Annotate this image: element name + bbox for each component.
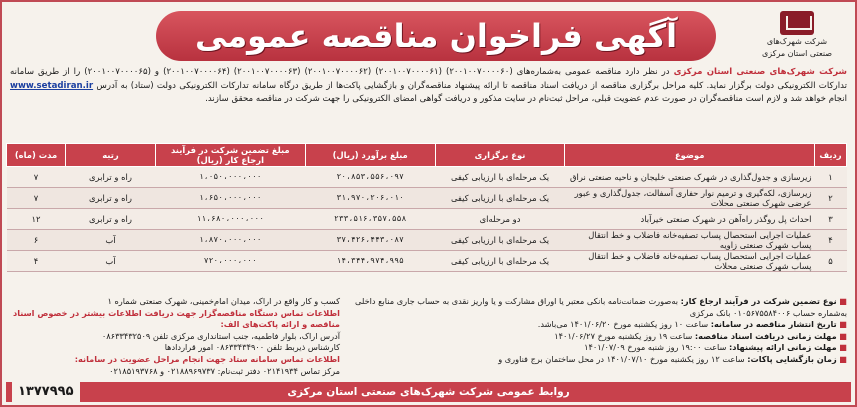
- col-grade: رتبه: [66, 144, 156, 167]
- detail-text: به‌صورت ضمانت‌نامه بانکی معتبر یا اوراق مشارکت و یا واریز نقدی به حساب جاری منابع داخلی به‌شماره حساب ۰۱۰۵۶۷۵۵۸۴۰۰۶ بانک مرکزی: [355, 296, 847, 318]
- footer-bar: [6, 382, 851, 402]
- factory-icon: [780, 11, 814, 35]
- tenders-table: [6, 143, 847, 272]
- detail-label: مهلت زمانی ارائه پیشنهاد:: [728, 342, 837, 353]
- logo-line1: شرکت شهرک‌های: [766, 37, 828, 46]
- row-duration: ۴: [7, 251, 66, 272]
- row-num: ۲: [815, 188, 847, 209]
- table-row: [7, 188, 847, 209]
- header: [6, 5, 851, 63]
- row-duration: ۶: [7, 230, 66, 251]
- detail-label: زمان بازگشایی پاکات:: [747, 353, 837, 364]
- row-type: دو مرحله‌ای: [435, 209, 565, 230]
- ad-code: ۱۳۷۷۹۹۵: [12, 382, 80, 402]
- row-num: ۱: [815, 167, 847, 188]
- detail-label: مهلت زمانی دریافت اسناد مناقصه:: [694, 330, 837, 341]
- row-estimate: ۳۱،۹۷۰،۲۰۶،۰۱۰: [305, 188, 435, 209]
- detail-text: ساعت ۱۲ روز یکشنبه مورخ ۱۴۰۱/۰۷/۱۰ در محل ساختمان برج فناوری و: [498, 353, 748, 364]
- detail-docs-deadline: ■ مهلت زمانی دریافت اسناد مناقصه: ساعت ۱۹ روز یکشنبه مورخ ۱۴۰۱/۰۶/۲۷: [554, 330, 847, 341]
- row-num: ۳: [815, 209, 847, 230]
- contact-info: [10, 296, 340, 377]
- ad-title: آگهی فراخوان مناقصه عمومی: [156, 11, 716, 61]
- row-estimate: ۳۷،۴۲۶،۴۴۳،۰۸۷: [305, 230, 435, 251]
- detail-text: ساعت ۱۹:۰۰ روز شنبه مورخ ۱۴۰۱/۰۷/۰۹: [584, 342, 729, 353]
- detail-publish-date: ■ تاریخ انتشار مناقصه در سامانه: ساعت ۱۰ روز یکشنبه مورخ ۱۴۰۱/۰۶/۲۰ می‌باشد.: [537, 319, 847, 330]
- setad-link[interactable]: www.setadiran.ir: [10, 80, 94, 91]
- row-guarantee: ۱،۶۵۰،۰۰۰،۰۰۰: [155, 188, 305, 209]
- table-row: [7, 209, 847, 230]
- row-estimate: ۲۰،۸۵۳،۵۵۶،۰۹۷: [305, 167, 435, 188]
- row-subject: احداث پل روگذر راه‌آهن در شهرک صنعتی خیرآباد: [565, 209, 815, 230]
- row-subject: عملیات اجرایی استحصال پساب تصفیه‌خانه فاضلاب و خط انتقال پساب شهرک صنعتی محلات: [565, 251, 815, 272]
- row-grade: راه و ترابری: [66, 188, 156, 209]
- row-grade: راه و ترابری: [66, 167, 156, 188]
- detail-opening: ■ زمان بازگشایی پاکات: ساعت ۱۲ روز یکشنبه مورخ ۱۴۰۱/۰۷/۱۰ در محل ساختمان برج فناوری و: [498, 353, 847, 364]
- row-guarantee: ۱۱،۶۸۰،۰۰۰،۰۰۰: [155, 209, 305, 230]
- row-type: یک مرحله‌ای با ارزیابی کیفی: [435, 251, 565, 272]
- table-header-row: [7, 144, 847, 167]
- row-estimate: ۱۴،۳۴۴،۹۷۴،۹۹۵: [305, 251, 435, 272]
- detail-guarantee: ■ نوع تضمین شرکت در فرآیند ارجاع کار: به‌صورت ضمانت‌نامه بانکی معتبر یا اوراق مشارکت و یا واریز نقدی به حساب جاری منابع داخلی به‌شماره حساب ۰۱۰۵۶۷۵۵۸۴۰۰۶ بانک مرکزی: [355, 296, 847, 318]
- intro-text-1: در نظر دارد مناقصه عمومی به‌شماره‌های (۲۰۰۱۰۰۷۰۰۰۰۶۰) (۲۰۰۱۰۰۷۰۰۰۰۶۱) (۲۰۰۱۰۰۷۰۰۰۰۶۲) (۲۰۰۱۰۰۷۰۰۰۰۶۳) (۲۰۰۱۰۰۷۰۰۰۰۶۴) و (۲۰۰۱۰۰۷۰۰۰۰۶۵) را از طریق سامانه تدارکات الکترونیکی دولت برگزار نماید. کلیه مراحل برگزاری مناقصه از دریافت اسناد مناقصه تا ارائه پیشنهاد مناقصه‌گران و بازگشایی پاکت‌ها از طریق درگاه سامانه تدارکات الکترونیکی دولت (ستاد) به آدرس: [10, 67, 847, 91]
- table-row: [7, 230, 847, 251]
- opening-location: کسب و کار واقع در اراک، میدان امام‌خمینی، شهرک صنعتی شماره ۱: [107, 296, 340, 306]
- table-row: [7, 251, 847, 272]
- tender-details: [347, 296, 847, 366]
- row-duration: ۷: [7, 167, 66, 188]
- row-num: ۵: [815, 251, 847, 272]
- row-estimate: ۲۳۳،۵۱۶،۳۵۷،۵۵۸: [305, 209, 435, 230]
- detail-text: ساعت ۱۹ روز یکشنبه مورخ ۱۴۰۱/۰۶/۲۷: [554, 330, 695, 341]
- row-type: یک مرحله‌ای با ارزیابی کیفی: [435, 188, 565, 209]
- contact-address: آدرس اراک، بلوار فاطمیه، جنب استانداری مرکزی تلفن ۰۸۶۳۳۴۳۲۵۰۹: [101, 330, 340, 341]
- col-type: نوع برگزاری: [435, 144, 565, 167]
- intro-text-2: انجام خواهد شد و لازم است مناقصه‌گران در صورت عدم عضویت قبلی، مراحل ثبت‌نام در سایت مذکور و دریافت گواهی امضای الکترونیکی را جهت شرکت در مناقصه محقق سازند.: [205, 94, 847, 104]
- detail-bid-deadline: ■ مهلت زمانی ارائه پیشنهاد: ساعت ۱۹:۰۰ روز شنبه مورخ ۱۴۰۱/۰۷/۰۹: [584, 342, 847, 353]
- row-duration: ۷: [7, 188, 66, 209]
- table-row: [7, 167, 847, 188]
- row-guarantee: ۱،۰۵۰،۰۰۰،۰۰۰: [155, 167, 305, 188]
- row-guarantee: ۷۲۰،۰۰۰،۰۰۰: [155, 251, 305, 272]
- intro-paragraph: [10, 66, 847, 107]
- detail-label: نوع تضمین شرکت در فرآیند ارجاع کار:: [680, 296, 837, 306]
- row-type: یک مرحله‌ای با ارزیابی کیفی: [435, 230, 565, 251]
- organizer-name: شرکت شهرک‌های صنعتی استان مرکزی: [673, 67, 848, 77]
- row-subject: زیرسازی و جدول‌گذاری در شهرک صنعتی خلیجان و ناحیه صنعتی نراق: [565, 167, 815, 188]
- row-duration: ۱۲: [7, 209, 66, 230]
- detail-label: تاریخ انتشار مناقصه در سامانه:: [710, 319, 837, 330]
- row-grade: آب: [66, 230, 156, 251]
- row-type: یک مرحله‌ای با ارزیابی کیفی: [435, 167, 565, 188]
- setad-contact-phones: مرکز تماس ۰۲۱۴۱۹۳۴ دفتر ثبت‌نام: ۰۲۱۸۸۹۶۹۷۳۷ و ۰۲۱۸۵۱۹۳۷۶۸: [109, 365, 340, 376]
- col-estimate: مبلغ برآورد (ریال): [305, 144, 435, 167]
- col-subject: موضوع: [565, 144, 815, 167]
- col-num: ردیف: [815, 144, 847, 167]
- logo-line2: صنعتی استان مرکزی: [761, 49, 833, 58]
- setad-contact-heading: اطلاعات تماس سامانه ستاد جهت انجام مراحل عضویت در سامانه:: [74, 353, 340, 364]
- col-duration: مدت (ماه): [7, 144, 66, 167]
- row-subject: عملیات اجرایی استحصال پساب تصفیه‌خانه فاضلاب و خط انتقال پساب شهرک صنعتی زاویه: [565, 230, 815, 251]
- contact-expert: کارشناس ذیربط تلفن ۰۸۶۳۳۴۳۴۹۰۰ امور قراردادها: [164, 342, 340, 353]
- contact-heading: اطلاعات تماس دستگاه مناقصه‌گزار جهت دریافت اطلاعات بیشتر در خصوص اسناد مناقصه و ارائه پاکت‌های الف:: [13, 307, 340, 330]
- row-grade: آب: [66, 251, 156, 272]
- row-num: ۴: [815, 230, 847, 251]
- row-grade: راه و ترابری: [66, 209, 156, 230]
- col-guarantee: مبلغ تضمین شرکت در فرآیند ارجاع کار (ریال): [155, 144, 305, 167]
- row-subject: زیرسازی، لکه‌گیری و ترمیم نوار حفاری آسفالت، جدول‌گذاری و عبور عرضی شهرک صنعتی محلات: [565, 188, 815, 209]
- footer-text: روابط عمومی شرکت شهرک‌های صنعتی استان مرکزی: [287, 386, 570, 398]
- company-logo: [749, 11, 845, 67]
- detail-text: ساعت ۱۰ روز یکشنبه مورخ ۱۴۰۱/۰۶/۲۰ می‌باشد.: [537, 319, 711, 330]
- row-guarantee: ۱،۸۷۰،۰۰۰،۰۰۰: [155, 230, 305, 251]
